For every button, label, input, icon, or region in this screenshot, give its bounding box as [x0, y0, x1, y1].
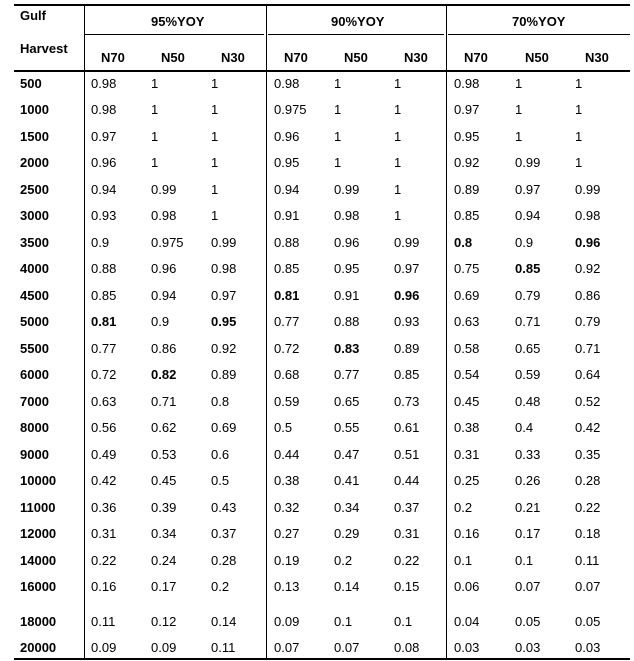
- probability-cell: 0.82: [151, 367, 177, 382]
- probability-cell: 0.98: [575, 208, 601, 223]
- probability-cell: 0.11: [211, 640, 236, 655]
- probability-cell: 0.69: [211, 420, 237, 435]
- probability-cell: 0.1: [394, 614, 413, 629]
- probability-cell: 0.9: [515, 235, 534, 250]
- probability-cell: 0.94: [515, 208, 541, 223]
- harvest-value: 2500: [20, 182, 49, 197]
- probability-cell: 0.96: [91, 155, 117, 170]
- probability-cell: 0.72: [91, 367, 117, 382]
- probability-cell: 0.71: [575, 341, 601, 356]
- probability-cell: 0.93: [394, 314, 420, 329]
- probability-cell: 0.99: [515, 155, 541, 170]
- group-header-95: 95%YOY: [151, 14, 205, 29]
- probability-cell: 0.05: [515, 614, 541, 629]
- probability-cell: 0.21: [515, 500, 541, 515]
- probability-cell: 0.96: [575, 235, 601, 250]
- probability-cell: 1: [515, 76, 523, 91]
- probability-cell: 0.98: [454, 76, 480, 91]
- probability-cell: 0.97: [91, 129, 117, 144]
- subheader-90-n50: N50: [344, 50, 368, 65]
- harvest-value: 16000: [20, 579, 57, 594]
- probability-cell: 0.97: [515, 182, 541, 197]
- probability-cell: 0.31: [394, 526, 420, 541]
- probability-cell: 0.92: [575, 261, 601, 276]
- probability-cell: 0.06: [454, 579, 480, 594]
- probability-cell: 0.83: [334, 341, 360, 356]
- subheader-90-n70: N70: [284, 50, 308, 65]
- probability-cell: 0.63: [454, 314, 480, 329]
- probability-cell: 0.75: [454, 261, 480, 276]
- subheader-70-n30: N30: [585, 50, 609, 65]
- probability-cell: 0.03: [454, 640, 480, 655]
- probability-cell: 0.98: [274, 76, 300, 91]
- group-header-underline-90: [268, 34, 444, 35]
- harvest-value: 9000: [20, 447, 49, 462]
- probability-cell: 1: [211, 129, 219, 144]
- probability-cell: 1: [334, 76, 342, 91]
- probability-cell: 0.6: [211, 447, 230, 462]
- probability-cell: 0.99: [394, 235, 420, 250]
- probability-cell: 1: [211, 155, 219, 170]
- probability-cell: 0.95: [454, 129, 480, 144]
- probability-cell: 0.38: [274, 473, 300, 488]
- probability-cell: 1: [211, 182, 219, 197]
- probability-cell: 0.68: [274, 367, 300, 382]
- probability-cell: 1: [334, 129, 342, 144]
- probability-cell: 0.77: [274, 314, 300, 329]
- probability-cell: 0.97: [394, 261, 420, 276]
- probability-cell: 0.07: [515, 579, 541, 594]
- probability-cell: 1: [334, 102, 342, 117]
- probability-cell: 0.89: [454, 182, 480, 197]
- harvest-value: 20000: [20, 640, 57, 655]
- probability-cell: 1: [394, 182, 402, 197]
- probability-cell: 0.31: [454, 447, 480, 462]
- probability-cell: 1: [394, 208, 402, 223]
- probability-cell: 0.52: [575, 394, 601, 409]
- probability-cell: 0.09: [91, 640, 117, 655]
- probability-cell: 0.14: [211, 614, 237, 629]
- probability-cell: 0.92: [454, 155, 480, 170]
- harvest-value: 5500: [20, 341, 49, 356]
- probability-cell: 0.55: [334, 420, 360, 435]
- probability-cell: 0.05: [575, 614, 601, 629]
- probability-cell: 0.18: [575, 526, 601, 541]
- header-bottom-border: [14, 70, 630, 72]
- probability-cell: 1: [151, 76, 159, 91]
- probability-cell: 0.44: [394, 473, 420, 488]
- harvest-value: 18000: [20, 614, 57, 629]
- harvest-value: 6000: [20, 367, 49, 382]
- probability-cell: 0.32: [274, 500, 300, 515]
- probability-cell: 0.99: [334, 182, 360, 197]
- probability-cell: 0.37: [211, 526, 237, 541]
- probability-cell: 0.72: [274, 341, 300, 356]
- probability-cell: 0.48: [515, 394, 541, 409]
- probability-cell: 0.94: [91, 182, 117, 197]
- probability-cell: 0.96: [334, 235, 360, 250]
- probability-cell: 0.2: [334, 553, 353, 568]
- probability-cell: 0.8: [454, 235, 473, 250]
- harvest-value: 14000: [20, 553, 57, 568]
- probability-cell: 1: [575, 102, 583, 117]
- probability-cell: 0.53: [151, 447, 177, 462]
- probability-cell: 0.19: [274, 553, 300, 568]
- probability-cell: 0.59: [515, 367, 541, 382]
- probability-cell: 0.99: [575, 182, 601, 197]
- probability-cell: 0.28: [211, 553, 237, 568]
- probability-cell: 0.96: [151, 261, 177, 276]
- harvest-value: 4000: [20, 261, 49, 276]
- probability-cell: 0.94: [151, 288, 177, 303]
- probability-cell: 0.98: [151, 208, 177, 223]
- harvest-value: 1000: [20, 102, 49, 117]
- probability-cell: 0.95: [334, 261, 360, 276]
- probability-cell: 0.11: [575, 553, 600, 568]
- probability-cell: 0.35: [575, 447, 601, 462]
- probability-cell: 0.86: [575, 288, 601, 303]
- subheader-90-n30: N30: [404, 50, 428, 65]
- probability-cell: 1: [151, 129, 159, 144]
- probability-cell: 1: [211, 102, 219, 117]
- probability-cell: 0.2: [454, 500, 473, 515]
- probability-cell: 0.92: [211, 341, 237, 356]
- probability-cell: 0.03: [575, 640, 601, 655]
- probability-cell: 1: [394, 129, 402, 144]
- probability-cell: 1: [515, 102, 523, 117]
- probability-cell: 0.71: [151, 394, 177, 409]
- probability-cell: 0.22: [575, 500, 601, 515]
- probability-cell: 0.85: [91, 288, 117, 303]
- harvest-value: 10000: [20, 473, 57, 488]
- probability-cell: 0.81: [274, 288, 300, 303]
- probability-cell: 1: [151, 155, 159, 170]
- probability-cell: 0.07: [274, 640, 300, 655]
- probability-cell: 0.24: [151, 553, 177, 568]
- probability-cell: 1: [575, 155, 583, 170]
- probability-cell: 0.17: [515, 526, 541, 541]
- probability-cell: 0.47: [334, 447, 360, 462]
- probability-cell: 0.27: [274, 526, 300, 541]
- probability-cell: 0.61: [394, 420, 420, 435]
- probability-cell: 0.44: [274, 447, 300, 462]
- probability-cell: 0.65: [334, 394, 360, 409]
- divider-1: [84, 4, 85, 660]
- probability-cell: 0.37: [394, 500, 420, 515]
- probability-cell: 0.4: [515, 420, 534, 435]
- probability-cell: 0.77: [91, 341, 117, 356]
- probability-cell: 0.5: [274, 420, 293, 435]
- probability-cell: 0.975: [151, 235, 184, 250]
- harvest-value: 1500: [20, 129, 49, 144]
- probability-cell: 0.38: [454, 420, 480, 435]
- probability-cell: 0.73: [394, 394, 420, 409]
- table-top-border: [14, 4, 630, 6]
- probability-cell: 0.1: [454, 553, 473, 568]
- table-bottom-border: [14, 658, 630, 660]
- subheader-70-n50: N50: [525, 50, 549, 65]
- probability-cell: 0.49: [91, 447, 117, 462]
- probability-cell: 0.22: [394, 553, 420, 568]
- probability-cell: 0.42: [91, 473, 117, 488]
- probability-cell: 0.29: [334, 526, 360, 541]
- probability-cell: 0.79: [515, 288, 541, 303]
- probability-cell: 0.42: [575, 420, 601, 435]
- probability-cell: 0.45: [151, 473, 177, 488]
- probability-cell: 0.09: [151, 640, 177, 655]
- probability-cell: 0.975: [274, 102, 307, 117]
- probability-cell: 1: [211, 76, 219, 91]
- probability-cell: 0.25: [454, 473, 480, 488]
- probability-cell: 0.41: [334, 473, 360, 488]
- probability-cell: 1: [211, 208, 219, 223]
- row-label-bottom: Harvest: [20, 41, 68, 56]
- probability-cell: 0.98: [91, 76, 117, 91]
- probability-cell: 0.98: [91, 102, 117, 117]
- probability-cell: 0.64: [575, 367, 601, 382]
- probability-cell: 0.43: [211, 500, 237, 515]
- probability-cell: 0.85: [274, 261, 300, 276]
- harvest-value: 4500: [20, 288, 49, 303]
- probability-cell: 1: [394, 76, 402, 91]
- probability-cell: 0.85: [515, 261, 541, 276]
- subheader-95-n70: N70: [101, 50, 125, 65]
- probability-cell: 0.94: [274, 182, 300, 197]
- probability-cell: 0.98: [334, 208, 360, 223]
- probability-cell: 0.56: [91, 420, 117, 435]
- probability-cell: 0.95: [211, 314, 237, 329]
- harvest-value: 3000: [20, 208, 49, 223]
- group-header-underline-70: [448, 34, 630, 35]
- probability-cell: 1: [334, 155, 342, 170]
- probability-cell: 0.51: [394, 447, 420, 462]
- probability-cell: 0.5: [211, 473, 230, 488]
- probability-cell: 0.86: [151, 341, 177, 356]
- probability-cell: 0.69: [454, 288, 480, 303]
- probability-cell: 0.11: [91, 614, 116, 629]
- probability-cell: 0.97: [211, 288, 237, 303]
- probability-cell: 0.04: [454, 614, 480, 629]
- group-header-70: 70%YOY: [512, 14, 566, 29]
- probability-cell: 0.08: [394, 640, 420, 655]
- probability-cell: 1: [575, 129, 583, 144]
- probability-cell: 0.54: [454, 367, 480, 382]
- probability-cell: 0.79: [575, 314, 601, 329]
- probability-cell: 0.13: [274, 579, 300, 594]
- harvest-value: 500: [20, 76, 42, 91]
- probability-cell: 0.88: [334, 314, 360, 329]
- harvest-value: 2000: [20, 155, 49, 170]
- probability-cell: 0.98: [211, 261, 237, 276]
- probability-cell: 0.2: [211, 579, 230, 594]
- group-header-underline-95: [84, 34, 264, 35]
- probability-cell: 0.9: [151, 314, 170, 329]
- probability-cell: 0.8: [211, 394, 230, 409]
- probability-cell: 0.15: [394, 579, 420, 594]
- probability-cell: 0.16: [454, 526, 480, 541]
- harvest-value: 11000: [20, 500, 56, 515]
- probability-cell: 0.22: [91, 553, 117, 568]
- probability-cell: 0.96: [274, 129, 300, 144]
- subheader-95-n30: N30: [221, 50, 245, 65]
- probability-cell: 0.09: [274, 614, 300, 629]
- probability-cell: 1: [515, 129, 523, 144]
- probability-cell: 0.91: [274, 208, 300, 223]
- probability-cell: 0.85: [454, 208, 480, 223]
- probability-cell: 0.93: [91, 208, 117, 223]
- harvest-value: 8000: [20, 420, 49, 435]
- probability-cell: 0.28: [575, 473, 601, 488]
- divider-3: [446, 4, 447, 660]
- probability-cell: 0.14: [334, 579, 360, 594]
- probability-cell: 0.03: [515, 640, 541, 655]
- probability-cell: 0.31: [91, 526, 117, 541]
- probability-cell: 0.81: [91, 314, 117, 329]
- row-label-top: Gulf: [20, 8, 46, 23]
- probability-cell: 0.58: [454, 341, 480, 356]
- probability-cell: 0.85: [394, 367, 420, 382]
- probability-cell: 0.36: [91, 500, 117, 515]
- probability-cell: 0.88: [91, 261, 117, 276]
- probability-cell: 0.89: [394, 341, 420, 356]
- probability-cell: 0.07: [334, 640, 360, 655]
- group-header-90: 90%YOY: [331, 14, 385, 29]
- probability-cell: 0.89: [211, 367, 237, 382]
- subheader-70-n70: N70: [464, 50, 488, 65]
- probability-cell: 0.59: [274, 394, 300, 409]
- probability-cell: 0.99: [211, 235, 237, 250]
- harvest-value: 5000: [20, 314, 49, 329]
- probability-cell: 0.39: [151, 500, 177, 515]
- probability-cell: 0.91: [334, 288, 360, 303]
- probability-cell: 0.34: [334, 500, 360, 515]
- probability-cell: 0.26: [515, 473, 541, 488]
- probability-cell: 0.1: [515, 553, 534, 568]
- probability-cell: 0.17: [151, 579, 177, 594]
- harvest-probability-table: [14, 4, 630, 660]
- probability-cell: 0.9: [91, 235, 110, 250]
- probability-cell: 0.63: [91, 394, 117, 409]
- probability-cell: 0.96: [394, 288, 420, 303]
- probability-cell: 0.33: [515, 447, 541, 462]
- probability-cell: 1: [394, 155, 402, 170]
- divider-2: [266, 4, 267, 660]
- harvest-value: 7000: [20, 394, 49, 409]
- harvest-value: 3500: [20, 235, 49, 250]
- probability-cell: 0.95: [274, 155, 300, 170]
- probability-cell: 0.97: [454, 102, 480, 117]
- harvest-value: 12000: [20, 526, 57, 541]
- probability-cell: 0.07: [575, 579, 601, 594]
- probability-cell: 0.12: [151, 614, 177, 629]
- probability-cell: 0.88: [274, 235, 300, 250]
- probability-cell: 0.34: [151, 526, 177, 541]
- subheader-95-n50: N50: [161, 50, 185, 65]
- probability-cell: 0.45: [454, 394, 480, 409]
- probability-cell: 1: [575, 76, 583, 91]
- probability-cell: 0.16: [91, 579, 117, 594]
- probability-cell: 0.71: [515, 314, 541, 329]
- probability-cell: 0.62: [151, 420, 177, 435]
- probability-cell: 0.77: [334, 367, 360, 382]
- probability-cell: 0.99: [151, 182, 177, 197]
- probability-cell: 1: [394, 102, 402, 117]
- probability-cell: 0.65: [515, 341, 541, 356]
- probability-cell: 1: [151, 102, 159, 117]
- probability-cell: 0.1: [334, 614, 353, 629]
